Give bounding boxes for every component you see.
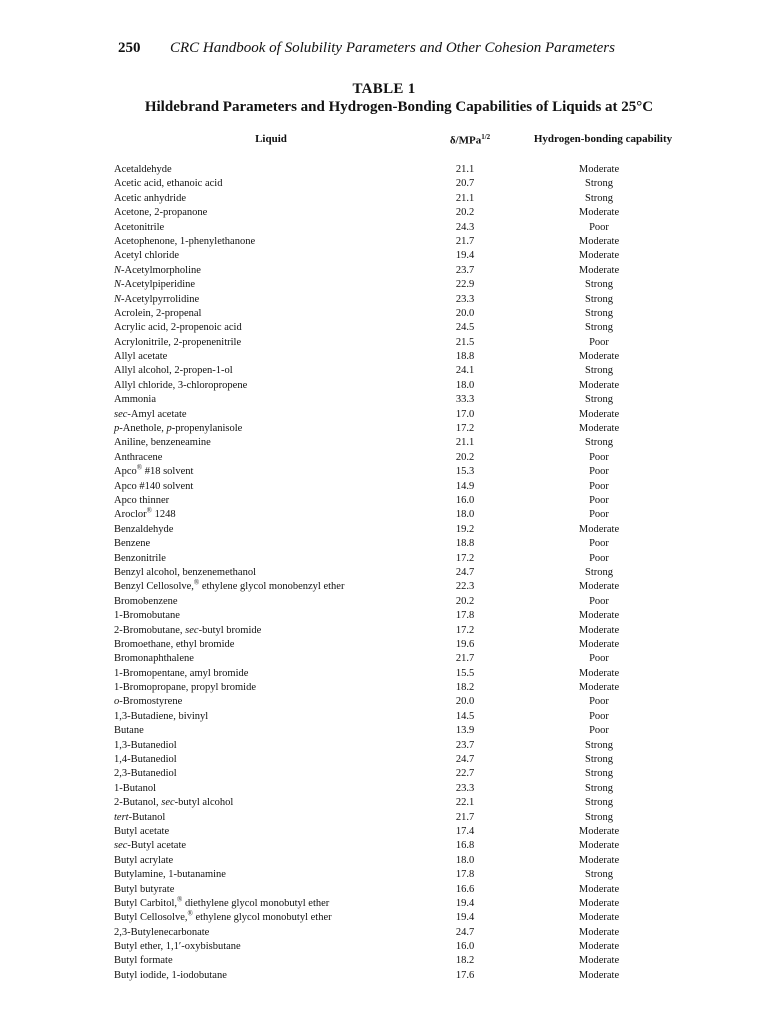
cell-delta: 24.1 [455,365,475,377]
cell-delta: 18.0 [455,379,475,391]
cell-hydrogen-bonding: Moderate [578,523,620,535]
cell-delta: 21.5 [455,336,475,348]
table-row [0,609,768,623]
table-row [0,883,768,897]
cell-hydrogen-bonding: Moderate [578,667,620,679]
cell-delta: 13.9 [455,725,475,737]
cell-liquid: Butyl butyrate [114,883,175,895]
cell-hydrogen-bonding: Poor [589,725,609,737]
cell-hydrogen-bonding: Strong [584,754,613,766]
cell-hydrogen-bonding: Strong [584,192,613,204]
cell-liquid: 2-Butanol, sec-butyl alcohol [114,797,234,809]
cell-liquid: Benzene [114,538,151,550]
cell-hydrogen-bonding: Strong [584,394,613,406]
cell-delta: 18.2 [455,682,475,694]
cell-liquid: Acetonitrile [114,221,165,233]
table-row [0,782,768,796]
table-row [0,494,768,508]
cell-delta: 20.7 [455,178,475,190]
cell-hydrogen-bonding: Moderate [578,825,620,837]
cell-hydrogen-bonding: Moderate [578,941,620,953]
cell-delta: 19.4 [455,912,475,924]
table-row [0,408,768,422]
table-row [0,854,768,868]
cell-delta: 14.5 [455,710,475,722]
table-row [0,451,768,465]
cell-delta: 24.7 [455,566,475,578]
cell-delta: 20.2 [455,451,475,463]
table-row [0,393,768,407]
table-row [0,192,768,206]
cell-liquid: Acetophenone, 1-phenylethanone [114,235,256,247]
cell-liquid: Bromoethane, ethyl bromide [114,638,235,650]
cell-hydrogen-bonding: Strong [584,178,613,190]
cell-delta: 22.7 [455,768,475,780]
cell-hydrogen-bonding: Poor [589,336,609,348]
cell-delta: 17.6 [455,969,475,981]
cell-delta: 17.8 [455,610,475,622]
table-row [0,940,768,954]
cell-liquid: Anthracene [114,451,163,463]
table-row [0,624,768,638]
cell-hydrogen-bonding: Moderate [578,969,620,981]
cell-liquid: 2-Bromobutane, sec-butyl bromide [114,624,262,636]
cell-liquid: Butyl ether, 1,1′-oxybisbutane [114,941,241,953]
cell-delta: 18.8 [455,538,475,550]
cell-liquid: Benzonitrile [114,552,166,564]
cell-liquid: Butane [114,725,144,737]
table-row [0,364,768,378]
column-header-delta-exponent: 1/2 [481,133,491,141]
cell-liquid: Butyl Cellosolve,® ethylene glycol monobutyl ether [114,909,332,924]
cell-liquid: 1,3-Butanediol [114,739,177,751]
cell-hydrogen-bonding: Moderate [578,883,620,895]
table-row [0,667,768,681]
cell-delta: 16.0 [455,494,475,506]
table-caption: Hildebrand Parameters and Hydrogen-Bonding Capabilities of Liquids at 25°C [144,99,654,115]
table-row [0,336,768,350]
table-row [0,221,768,235]
cell-hydrogen-bonding: Strong [584,307,613,319]
table-row [0,897,768,911]
table-row [0,710,768,724]
cell-hydrogen-bonding: Moderate [578,926,620,938]
cell-delta: 15.5 [455,667,475,679]
cell-hydrogen-bonding: Strong [584,869,613,881]
table-row [0,235,768,249]
table-row [0,307,768,321]
cell-delta: 20.0 [455,696,475,708]
cell-liquid: Bromobenzene [114,595,178,607]
cell-liquid: 1-Bromobutane [114,610,180,622]
cell-liquid: N-Acetylmorpholine [114,264,201,276]
cell-delta: 18.2 [455,955,475,967]
cell-liquid: sec-Butyl acetate [114,840,187,852]
cell-delta: 21.1 [455,164,475,175]
cell-hydrogen-bonding: Moderate [578,408,620,420]
cell-liquid: 1-Butanol [114,782,156,794]
cell-hydrogen-bonding: Strong [584,566,613,578]
cell-hydrogen-bonding: Moderate [578,955,620,967]
cell-liquid: 1-Bromopentane, amyl bromide [114,667,249,679]
table-row [0,969,768,983]
table-row [0,825,768,839]
cell-hydrogen-bonding: Poor [589,710,609,722]
cell-hydrogen-bonding: Strong [584,797,613,809]
cell-hydrogen-bonding: Moderate [578,581,620,593]
table-row [0,508,768,522]
table-row [0,652,768,666]
cell-delta: 18.0 [455,854,475,866]
cell-liquid: Butyl iodide, 1-iodobutane [114,969,227,981]
table-row [0,638,768,652]
table-row [0,767,768,781]
cell-liquid: Acrylic acid, 2-propenoic acid [114,322,242,334]
cell-hydrogen-bonding: Moderate [578,235,620,247]
table-row [0,552,768,566]
cell-hydrogen-bonding: Strong [584,739,613,751]
cell-liquid: Butyl formate [114,955,173,967]
cell-liquid: 1,4-Butanediol [114,754,177,766]
table-row [0,580,768,594]
cell-liquid: Apco thinner [114,494,170,506]
cell-hydrogen-bonding: Moderate [578,610,620,622]
cell-liquid: Apco #140 solvent [114,480,194,492]
cell-liquid: Butyl acrylate [114,854,174,866]
table-row [0,954,768,968]
table-row [0,163,768,177]
cell-delta: 23.7 [455,739,475,751]
cell-delta: 16.6 [455,883,475,895]
table-row [0,480,768,494]
cell-hydrogen-bonding: Strong [584,279,613,291]
cell-hydrogen-bonding: Poor [589,696,609,708]
cell-delta: 16.0 [455,941,475,953]
cell-delta: 18.8 [455,351,475,363]
cell-delta: 18.0 [455,509,475,521]
cell-hydrogen-bonding: Strong [584,322,613,334]
cell-hydrogen-bonding: Moderate [578,840,620,852]
column-header-hydrogen-bonding: Hydrogen-bonding capability [533,133,673,145]
cell-hydrogen-bonding: Poor [589,466,609,478]
cell-liquid: Allyl alcohol, 2-propen-1-ol [114,365,233,377]
table-row [0,724,768,738]
table-row [0,249,768,263]
table-row [0,739,768,753]
table-row [0,681,768,695]
cell-delta: 17.0 [455,408,475,420]
cell-delta: 21.7 [455,653,475,665]
cell-liquid: Acrylonitrile, 2-propenenitrile [114,336,242,348]
cell-hydrogen-bonding: Poor [589,494,609,506]
table-row [0,695,768,709]
cell-delta: 33.3 [455,394,475,406]
cell-hydrogen-bonding: Moderate [578,897,620,909]
table-row [0,293,768,307]
cell-liquid: o-Bromostyrene [114,696,183,708]
column-header-delta [440,133,500,147]
cell-liquid: Acetone, 2-propanone [114,207,208,219]
cell-delta: 14.9 [455,480,475,492]
cell-liquid: Apco® #18 solvent [114,463,194,478]
cell-liquid: Bromonaphthalene [114,653,194,665]
cell-delta: 17.2 [455,552,475,564]
cell-liquid: 1-Bromopropane, propyl bromide [114,682,257,694]
cell-liquid: Acetic anhydride [114,192,187,204]
page-header [118,40,678,62]
column-header-delta-label: δ/MPa [449,134,482,147]
table-row [0,523,768,537]
cell-liquid: 2,3-Butanediol [114,768,177,780]
table-row [0,796,768,810]
table-row [0,177,768,191]
cell-liquid: Ammonia [114,394,156,406]
cell-delta: 21.7 [455,811,475,823]
cell-delta: 19.4 [455,897,475,909]
cell-hydrogen-bonding: Poor [589,538,609,550]
cell-hydrogen-bonding: Strong [584,293,613,305]
cell-liquid: Acetyl chloride [114,250,180,262]
cell-hydrogen-bonding: Poor [589,552,609,564]
cell-liquid: Benzyl alcohol, benzenemethanol [114,566,256,578]
cell-liquid: Benzaldehyde [114,523,174,535]
table-row [0,350,768,364]
cell-delta: 21.7 [455,235,475,247]
cell-liquid: Acetic acid, ethanoic acid [114,178,223,190]
cell-liquid: N-Acetylpiperidine [114,279,196,291]
cell-delta: 19.6 [455,638,475,650]
cell-liquid: Butylamine, 1-butanamine [114,869,226,881]
cell-liquid: Aniline, benzeneamine [114,437,211,449]
cell-hydrogen-bonding: Moderate [578,379,620,391]
cell-delta: 15.3 [455,466,475,478]
cell-hydrogen-bonding: Poor [589,451,609,463]
cell-hydrogen-bonding: Strong [584,437,613,449]
page-number: 250 [118,40,141,56]
cell-liquid: Benzyl Cellosolve,® ethylene glycol monobenzyl ether [114,578,345,593]
cell-hydrogen-bonding: Poor [589,595,609,607]
table-row [0,926,768,940]
cell-delta: 20.2 [455,595,475,607]
cell-liquid: N-Acetylpyrrolidine [114,293,200,305]
cell-hydrogen-bonding: Moderate [578,854,620,866]
cell-hydrogen-bonding: Strong [584,811,613,823]
cell-liquid: Allyl acetate [114,351,168,363]
cell-hydrogen-bonding: Moderate [578,638,620,650]
cell-liquid: 1,3-Butadiene, bivinyl [114,710,209,722]
table-body [0,163,768,983]
cell-delta: 17.2 [455,423,475,435]
table-row [0,566,768,580]
cell-liquid: Butyl acetate [114,825,170,837]
table-row [0,868,768,882]
table-row [0,264,768,278]
cell-liquid: Allyl chloride, 3-chloropropene [114,379,248,391]
cell-hydrogen-bonding: Moderate [578,164,620,175]
cell-liquid: Butyl Carbitol,® diethylene glycol monobutyl ether [114,895,330,909]
running-title: CRC Handbook of Solubility Parameters and Other Cohesion Parameters [170,40,615,56]
cell-liquid: Acetaldehyde [114,164,172,175]
cell-hydrogen-bonding: Poor [589,480,609,492]
table-row [0,278,768,292]
cell-delta: 24.3 [455,221,475,233]
table-row [0,465,768,479]
table-row [0,839,768,853]
table-row [0,422,768,436]
cell-delta: 22.1 [455,797,475,809]
cell-delta: 19.2 [455,523,475,535]
cell-delta: 17.2 [455,624,475,636]
cell-delta: 23.3 [455,782,475,794]
cell-delta: 23.7 [455,264,475,276]
column-header-liquid: Liquid [255,133,287,145]
cell-hydrogen-bonding: Poor [589,509,609,521]
cell-hydrogen-bonding: Strong [584,782,613,794]
cell-hydrogen-bonding: Moderate [578,264,620,276]
table-row [0,537,768,551]
table-label: TABLE 1 [352,81,416,97]
cell-liquid: sec-Amyl acetate [114,408,187,420]
cell-delta: 20.0 [455,307,475,319]
cell-hydrogen-bonding: Moderate [578,250,620,262]
cell-delta: 16.8 [455,840,475,852]
cell-delta: 21.1 [455,192,475,204]
table-row [0,753,768,767]
cell-hydrogen-bonding: Moderate [578,682,620,694]
cell-delta: 23.3 [455,293,475,305]
cell-hydrogen-bonding: Moderate [578,423,620,435]
cell-delta: 17.8 [455,869,475,881]
cell-liquid: Acrolein, 2-propenal [114,307,202,319]
cell-liquid: tert-Butanol [114,811,166,823]
table-row [0,206,768,220]
cell-delta: 24.5 [455,322,475,334]
cell-liquid: Aroclor® 1248 [114,506,176,521]
cell-delta: 24.7 [455,926,475,938]
cell-hydrogen-bonding: Poor [589,221,609,233]
cell-delta: 19.4 [455,250,475,262]
table-row [0,321,768,335]
cell-hydrogen-bonding: Strong [584,365,613,377]
cell-liquid: 2,3-Butylenecarbonate [114,926,210,938]
table-row [0,595,768,609]
table-row [0,436,768,450]
cell-delta: 17.4 [455,825,475,837]
cell-delta: 24.7 [455,754,475,766]
table-row [0,811,768,825]
cell-hydrogen-bonding: Moderate [578,624,620,636]
table-row [0,911,768,925]
cell-delta: 20.2 [455,207,475,219]
cell-delta: 21.1 [455,437,475,449]
cell-hydrogen-bonding: Strong [584,768,613,780]
cell-hydrogen-bonding: Moderate [578,351,620,363]
cell-liquid: p-Anethole, p-propenylanisole [114,423,243,435]
cell-delta: 22.3 [455,581,475,593]
cell-hydrogen-bonding: Moderate [578,207,620,219]
cell-delta: 22.9 [455,279,475,291]
cell-hydrogen-bonding: Moderate [578,912,620,924]
table-row [0,379,768,393]
cell-hydrogen-bonding: Poor [589,653,609,665]
